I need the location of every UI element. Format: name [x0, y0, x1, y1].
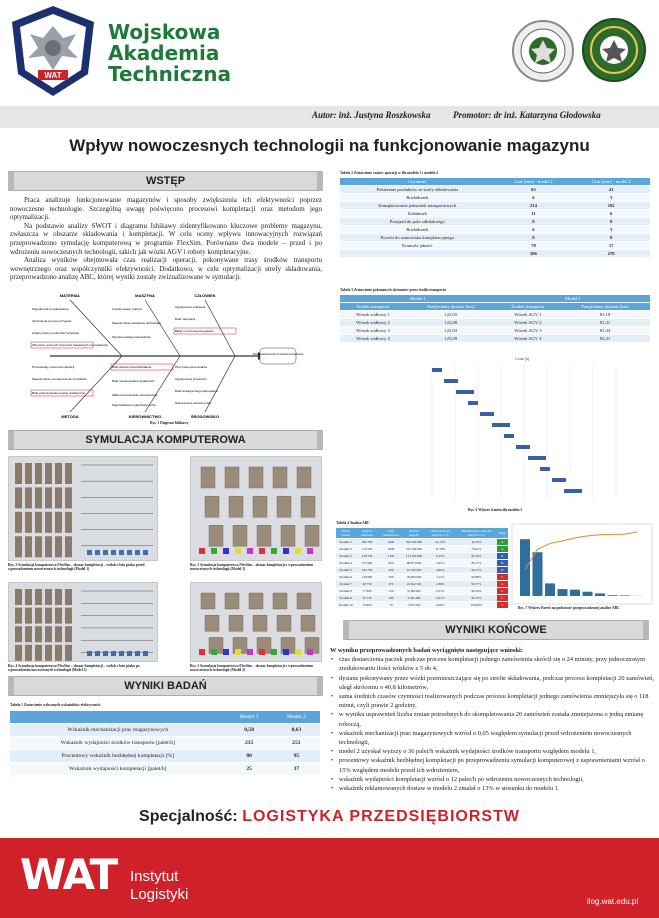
table-cell: 70: [379, 602, 404, 609]
table-cell: [340, 250, 495, 258]
table-cell: C: [497, 574, 508, 581]
table-header-cell: Środek transportu: [340, 303, 406, 311]
table3-caption: Tabela 3 Zestawienie pokonanych dystansów przez środki transportu: [340, 288, 446, 292]
table-cell: Kompletowanie jednostek transportowych: [340, 202, 495, 210]
table-row: [336, 546, 508, 553]
ishikawa-cause: Niejednorodne opakowania: [32, 307, 69, 311]
table-cell: Produkt 7: [336, 581, 355, 588]
pareto-bar: [533, 552, 543, 596]
table-cell: Produkt 3: [336, 553, 355, 560]
table-cell: 122,08: [406, 319, 496, 327]
table-cell: Wskaźnik wydajności środków transportu [palet/h]: [10, 737, 226, 750]
table-cell: 41,23%: [425, 539, 457, 546]
table-group-header: Model 1: [340, 295, 496, 303]
table-cell: 176 250: [355, 546, 378, 553]
table-row: [340, 242, 650, 250]
gantt-caption: Rys. 6 Wykres Gantta dla modelu 2: [468, 508, 523, 512]
simulation-caption-3: Rys. 4 Symulacja komputerowa FlexSim – obszar kompletacji – widok z lotu ptaka po wprowadzeniu nowoczesnych technologii (Model 2): [8, 664, 140, 672]
table-cell: 1200: [379, 553, 404, 560]
table-cell: C: [497, 602, 508, 609]
table-cell: 3,11%: [425, 574, 457, 581]
table2-container: [340, 178, 650, 258]
table-cell: 82,31: [560, 335, 650, 343]
table-cell: C: [497, 581, 508, 588]
table-cell: 3: [572, 226, 650, 234]
pareto-bar: [520, 539, 530, 596]
ishikawa-category: ŚRODOWISKO: [190, 414, 220, 419]
footer-institute-line2: Logistyki: [130, 886, 189, 903]
table-cell: Załadunek: [340, 210, 495, 218]
author-text: Autor: inż. Justyna Roszkowska: [312, 110, 431, 120]
efficiency-table: [10, 711, 320, 776]
list-item: • wskaźnik reklamowanych dostaw w modelu 2 zmalał o 13% w stosunku do modelu 1.: [330, 784, 654, 793]
table-cell: 6 432 480: [403, 595, 424, 602]
table-cell: 214: [495, 202, 573, 210]
simulation-image-model1-top: [8, 456, 158, 561]
table-cell: 95,77%: [456, 581, 497, 588]
pareto-bar: [558, 589, 568, 596]
table-header-cell: Nazwa towaru: [336, 528, 355, 539]
table-cell: 35 736: [355, 595, 378, 602]
pareto-bar: [608, 595, 618, 596]
table-cell: 41,23%: [456, 539, 497, 546]
university-name-line1: Wojskowa: [108, 20, 221, 44]
table-cell: 82,16%: [456, 553, 497, 560]
table-cell: 392 700: [355, 539, 378, 546]
table-row: [336, 595, 508, 602]
table-header-cell: Klasa: [497, 528, 508, 539]
table-cell: 8: [572, 218, 650, 226]
table-header-cell: Środek transportu: [496, 303, 560, 311]
table-cell: 278: [572, 250, 650, 258]
table-cell: 96,34%: [456, 588, 497, 595]
table-cell: 6: [495, 226, 573, 234]
table-cell: 6: [572, 210, 650, 218]
table-cell: 600: [379, 560, 404, 567]
table-cell: 1000: [379, 539, 404, 546]
table-cell: Powrót do stanowiska kompletacyjnego: [340, 234, 495, 242]
table-header-cell: Cena jednostkowa: [379, 528, 404, 539]
table-header-cell: Czas [min] - model 2: [572, 178, 650, 186]
simulation-caption-1: Rys. 2 Symulacja komputerowa FlexSim – obszar kompletacji – widok z lotu ptaka przed wprowadzeniem nowoczesnych technologii (Model 1): [8, 563, 145, 571]
table-cell: 81,33: [560, 327, 650, 335]
intro-paragraph: Analiza wyników obejmowała czas realizacji operacji, pokonywane trasy środków transportu wewnętrznego oraz współczynniki efektywności. Dodatkowo, w celu optymalizacji strefy składowania, przeprowadzono analizę ABC, której wyniki zostały zwizualizowane w symulacji.: [10, 256, 322, 282]
ishikawa-cause: Ograniczone szkolenia: [175, 305, 206, 309]
table-cell: Procentowy wskaźnik bezbłędnej kompletacji [%]: [10, 750, 226, 763]
table-cell: B: [497, 553, 508, 560]
table-cell: 300: [379, 574, 404, 581]
table2-caption: Tabela 2 Zestawienie czasów operacji w dla modelu 1 i modelu 2: [340, 171, 439, 175]
table-row: [336, 553, 508, 560]
section-header-research: WYNIKI BADAŃ: [8, 676, 323, 696]
list-item: • model 2 uzyskał wyższy o 36 palet/h wskaźnik wydajności środków transportu względem modelu 1,: [330, 747, 654, 756]
table-cell: 88 875 000: [403, 560, 424, 567]
table-cell: 500: [379, 567, 404, 574]
table-cell: 90,77%: [456, 567, 497, 574]
list-item: • wskaźnik wydajności kompletacji wzrósł o 12 palet/h po wdrożeniu nowoczesnych technologii,: [330, 775, 654, 784]
table-cell: Produkt 2: [336, 546, 355, 553]
gantt-chart: [420, 352, 625, 504]
ishikawa-cause: Przestarzały proces kompletacji: [32, 365, 75, 369]
table-cell: 120: [379, 588, 404, 595]
table-cell: 31,78%: [425, 546, 457, 553]
table-cell: 182 700: [355, 567, 378, 574]
table-cell: B: [497, 560, 508, 567]
table-cell: Wózek widłowy 1: [340, 311, 406, 319]
ishikawa-cause: Brak planów przeciwdziałania: [112, 365, 152, 369]
ishikawa-cause: Słabe kontrolowanie kierownictwa: [112, 393, 158, 397]
table-cell: C: [497, 595, 508, 602]
pareto-caption: Rys. 7 Wykres Pareto na podstawie przeprowadzonej analizy ABC: [518, 606, 620, 610]
simulation-caption-4: Rys. 5 Symulacja komputerowa FlexSim – obszar kompletacji z wprowadzeniem nowoczesnych technologii (Model 2): [190, 664, 314, 672]
table-cell: 270: [379, 581, 404, 588]
table-row: [340, 335, 650, 343]
table-cell: 41: [572, 186, 650, 194]
table-cell: 81,19: [560, 311, 650, 319]
gantt-bar: [528, 456, 546, 460]
table-row: [336, 539, 508, 546]
table-row: [340, 234, 650, 242]
table-cell: 128 750: [355, 553, 378, 560]
table-row: [336, 567, 508, 574]
table-cell: Produkt 9: [336, 595, 355, 602]
table-cell: Wskaźnik mechanizacji prac magazynowych: [10, 724, 226, 737]
header-logo-area: [0, 0, 332, 103]
table-cell: 9,15%: [425, 553, 457, 560]
table-row: [336, 581, 508, 588]
table-cell: 215: [226, 737, 273, 750]
ishikawa-cause: Wysoka rotacja pracowników: [112, 335, 151, 339]
table-cell: C: [497, 588, 508, 595]
ishikawa-cause: Zmiany ilości w pobrania zamówień: [32, 331, 80, 335]
gantt-bar: [540, 467, 550, 471]
faculty-seal-icon: [512, 20, 574, 82]
section-header-intro: WSTĘP: [8, 171, 323, 191]
gantt-bar: [552, 478, 566, 482]
ishikawa-cause: Błędy w procesie kompletacji: [175, 329, 214, 333]
ishikawa-cause: Nieoptymalne ustawienie technologii: [112, 321, 161, 325]
table-cell: 3: [572, 194, 650, 202]
ishikawa-cause: Nieprawidłowa organizacja ruchu: [112, 403, 157, 407]
ishikawa-caption: Rys. 1 Diagram Ishikawy: [150, 421, 189, 425]
distance-table: [340, 295, 650, 343]
table-cell: 1,89%: [425, 581, 457, 588]
table-header-cell: [10, 711, 226, 724]
table-cell: 81,31: [560, 319, 650, 327]
table-cell: Produkt 8: [336, 588, 355, 595]
final-results-list: [330, 655, 654, 793]
table3-container: [340, 295, 650, 343]
ishikawa-cause: Niekorzystne warunki pracy: [175, 401, 212, 405]
specialty-value: LOGISTYKA PRZEDSIĘBIORSTW: [242, 808, 520, 825]
table-header-cell: Czynność: [340, 178, 495, 186]
final-intro: W wyniku przeprowadzonych badań wyciągnięto następujące wnioski:: [330, 647, 523, 654]
ishikawa-cause: Brak strategicznego planowania: [175, 389, 218, 393]
table-row: [336, 574, 508, 581]
table-cell: 100,00%: [456, 602, 497, 609]
wat-shield-logo: [8, 4, 98, 98]
table-cell: 91 350 000: [403, 567, 424, 574]
table-cell: B: [497, 567, 508, 574]
pareto-bar: [595, 593, 605, 596]
table-cell: 122,03: [406, 327, 496, 335]
table-row: [340, 226, 650, 234]
table-cell: Wózek widłowy 2: [340, 319, 406, 327]
simulation-image-model2-top: [8, 582, 158, 662]
poster-title: Wpływ nowoczesnych technologii na funkcjonowanie magazynu: [69, 136, 590, 155]
table-cell: 93,88%: [456, 574, 497, 581]
ishikawa-cause: Zbyt intensywna analiza: [175, 365, 208, 369]
table-row: [336, 560, 508, 567]
table-cell: 86,17%: [456, 560, 497, 567]
gantt-bar: [492, 423, 510, 427]
list-item: • wskaźnik mechanizacji prac magazynowych wzrósł o 0,05 względem symulacji przed wdrożeniem nowoczesnych technologii,: [330, 729, 654, 747]
table-cell: Wózek widłowy 4: [340, 335, 406, 343]
table-row: [336, 588, 508, 595]
ishikawa-cause: Brak wykorzystania metody analitycznej: [32, 391, 86, 395]
footer-institute-line1: Instytut: [130, 868, 179, 885]
table-cell: 251: [273, 737, 320, 750]
table-row: [340, 250, 650, 258]
table-cell: 8: [495, 234, 573, 242]
ishikawa-category: MASZYNA: [135, 293, 155, 298]
footer-institute: [130, 868, 188, 904]
table-cell: Produkt 5: [336, 567, 355, 574]
ishikawa-category: CZŁOWIEK: [194, 293, 216, 298]
section-header-final: WYNIKI KOŃCOWE: [343, 620, 649, 640]
table-cell: 192: [572, 202, 650, 210]
table-cell: 0,09%: [425, 602, 457, 609]
table-cell: Wózek widłowy 3: [340, 327, 406, 335]
table-header-cell: Przejechany dystans [km]: [560, 303, 650, 311]
table-cell: 4,60%: [425, 567, 457, 574]
table-header-cell: Czas [min] - model 1: [495, 178, 573, 186]
table-cell: Kontrola jakości: [340, 242, 495, 250]
table-cell: Przejazd do pola odkładczego: [340, 218, 495, 226]
table-header-cell: Model 2: [273, 711, 320, 724]
table-row: [336, 602, 508, 609]
table-cell: 37: [273, 763, 320, 776]
simulation-image-model2-3d: [190, 582, 322, 662]
table-header-cell: Udział wartości zużycia w %: [425, 528, 457, 539]
ishikawa-cause: Brak monitorowania wydajności: [112, 379, 155, 383]
table-row: [10, 724, 320, 737]
table-row: [340, 194, 650, 202]
table-cell: 392 500 000: [403, 539, 424, 546]
table-cell: 130 000: [355, 574, 378, 581]
table4-caption: Tabela 4 Analiza ABC: [336, 521, 370, 525]
table-row: [340, 210, 650, 218]
shield-text: WAT: [44, 71, 62, 80]
table-cell: 72 900: [355, 602, 378, 609]
table-cell: A: [497, 546, 508, 553]
table-cell: 123,09: [406, 335, 496, 343]
ishikawa-cause: Opóźnienia procesu przyjęcia: [32, 319, 72, 323]
table-group-header: Model 2: [496, 295, 650, 303]
table-cell: 352 500 000: [403, 546, 424, 553]
table-row: [340, 327, 650, 335]
table-cell: Wózek AGV 4: [496, 335, 560, 343]
specialty-line: [0, 808, 659, 826]
university-name: [108, 22, 231, 85]
simulation-caption-2: Rys. 3 Symulacja komputerowa FlexSim – obszar kompletacji z wprowadzeniem nowoczesnych technologii (Model 2): [190, 563, 314, 571]
specialty-label: Specjalność:: [139, 808, 238, 825]
table-header-cell: Przejechany dystans [km]: [406, 303, 496, 311]
final-results: [330, 646, 654, 793]
gantt-bar: [468, 401, 478, 405]
ishikawa-cause: Brak motywacji: [175, 317, 196, 321]
table-header-cell: Zużycie ilościowe: [355, 528, 378, 539]
table-cell: 122,05: [406, 311, 496, 319]
table-cell: Rozładunek: [340, 194, 495, 202]
table-cell: Produkt 4: [336, 560, 355, 567]
table1-container: [10, 711, 320, 776]
table-cell: 180: [379, 595, 404, 602]
institute-seal-icon: [582, 18, 646, 82]
table-cell: 0,57%: [425, 588, 457, 595]
list-item: • suma średnich czasów czynności realizowanych podczas procesu kompletacji jednego zamówienia zmniejszyła się o 118 minut, czyli prawie 2 godziny,: [330, 692, 654, 710]
intro-paragraph: Praca analizuje funkcjonowanie magazynów i sposoby zwiększenia ich efektywności poprzez nowoczesne technologie. Szczególną uwagę poświęcono procesowi kompletacji oraz metodom jego optymalizacji.: [10, 196, 322, 222]
pareto-bar: [583, 592, 593, 596]
table-row: [10, 750, 320, 763]
abc-table: [336, 528, 508, 609]
table-cell: 5 075 000: [403, 602, 424, 609]
table-cell: 0,58: [226, 724, 273, 737]
table-row: [340, 202, 650, 210]
gantt-bar: [564, 489, 582, 493]
table-cell: 73,01%: [456, 546, 497, 553]
table-cell: Produkt 6: [336, 574, 355, 581]
footer-wat-logo: WAT: [20, 850, 117, 899]
table-cell: 90 750: [355, 581, 378, 588]
simulation-image-model1-3d: [190, 456, 322, 561]
table-header-cell: Model 1: [226, 711, 273, 724]
ishikawa-cause: Zbyt dużo ręcznych czynności związanych z kompletacją: [32, 343, 108, 347]
ishikawa-category: MATERIAŁ: [59, 293, 81, 298]
table-cell: 6: [495, 194, 573, 202]
table-cell: 8: [572, 234, 650, 242]
table4-container: [336, 528, 508, 609]
table-row: [10, 763, 320, 776]
ishikawa-category: METODA: [61, 414, 79, 419]
table-cell: A: [497, 539, 508, 546]
table-header-cell: Wartość zużycia: [403, 528, 424, 539]
pareto-bar: [620, 595, 630, 596]
table-cell: 78: [495, 242, 573, 250]
table-cell: 96,75%: [456, 595, 497, 602]
table-cell: 11: [495, 210, 573, 218]
table-cell: Wózek AGV 3: [496, 327, 560, 335]
table-cell: Pobieranie produktów ze strefy składowania: [340, 186, 495, 194]
table-cell: Rozładunek: [340, 226, 495, 234]
table-row: [10, 737, 320, 750]
table-cell: 2000: [379, 546, 404, 553]
pareto-bar: [570, 590, 580, 596]
table-cell: 9 348 000: [403, 588, 424, 595]
table-row: [340, 319, 650, 327]
ishikawa-category: KIEROWNICTWO: [128, 414, 162, 419]
table-cell: 396: [495, 250, 573, 258]
gantt-bar: [432, 368, 442, 372]
table-header-cell: Skumulowany wartości zużycia w %: [456, 528, 497, 539]
table-row: [340, 186, 650, 194]
pareto-chart: [512, 524, 652, 604]
ishikawa-diagram: [30, 290, 304, 420]
list-item: • procentowy wskaźnik bezbłędnej kompletacji po przeprowadzeniu symulacji komputerowej z usprawnieniami wzrósł o 15% względem modelu przed ich wdrożeniem,: [330, 756, 654, 774]
footer-url-link[interactable]: ilog.wat.edu.pl: [587, 897, 639, 906]
table-cell: 80: [226, 750, 273, 763]
table-cell: 24 502 500: [403, 581, 424, 588]
gantt-bar: [456, 390, 474, 394]
table-cell: 65: [495, 186, 573, 194]
gantt-bar: [504, 434, 514, 438]
table-cell: Produkt 1: [336, 539, 355, 546]
table-cell: 8: [495, 218, 573, 226]
gantt-bar: [444, 379, 458, 383]
ishikawa-effect: Niska efektywność procesów kompletacji: [252, 352, 304, 356]
table-cell: Wózek AGV 2: [496, 319, 560, 327]
table1-caption: Tabela 1 Zestawienie wybranych wskaźników efektywności: [10, 703, 101, 707]
pareto-bar: [545, 583, 555, 596]
intro-text: [10, 196, 322, 282]
table-cell: 39 000 000: [403, 574, 424, 581]
list-item: • w wyniku usprawnień liczba zmian potrzebnych do skompletowania 20 zamówień została zmniejszona o jedną zmianę roboczą,: [330, 710, 654, 728]
university-name-line2: Akademia: [108, 41, 220, 65]
table-cell: Produkt 10: [336, 602, 355, 609]
table-cell: 95: [273, 750, 320, 763]
table-cell: 25: [226, 763, 273, 776]
list-item: • dystans pokonywany przez wózki przemieszczające się po strefie składowania, podczas procesu kompletacji 20 zamówień, uległ skróceniu o 40,8 kilometrów,: [330, 674, 654, 692]
table-row: [340, 311, 650, 319]
promotor-text: Promotor: dr inż. Katarzyna Głodowska: [453, 110, 601, 120]
operation-times-table: [340, 178, 650, 258]
section-header-simulation: SYMULACJA KOMPUTEROWA: [8, 430, 323, 450]
ishikawa-cause: Ograniczona przestrzeń: [175, 377, 207, 381]
list-item: • czas dostarczenia paczek podczas procesu kompletacji jednego zamówienia skrócił się o 24 minuty, przy jednoczesnym zredukowaniu ilości wózków z 5 do 4,: [330, 655, 654, 673]
table-cell: 77 900: [355, 588, 378, 595]
ishikawa-cause: Częste awarie maszyn: [112, 307, 143, 311]
gantt-bar: [516, 445, 530, 449]
table-cell: Wózek AGV 1: [496, 311, 560, 319]
ishikawa-cause: Nieoptymalne rozmieszczenie produktów: [32, 377, 87, 381]
gantt-bar: [480, 412, 494, 416]
table-cell: 17: [572, 242, 650, 250]
table-cell: 0,41%: [425, 595, 457, 602]
table-cell: 154 500 000: [403, 553, 424, 560]
university-name-line3: Techniczna: [108, 62, 231, 86]
table-row: [340, 218, 650, 226]
gantt-title: Czas [s]: [514, 356, 530, 361]
table-cell: 5,01%: [425, 560, 457, 567]
table-cell: 117 900: [355, 560, 378, 567]
table-cell: Wskaźnik wydajności kompletacji [palet/h]: [10, 763, 226, 776]
intro-paragraph: Na podstawie analizy SWOT i diagramu Ishikawy zidentyfikowano kluczowe problemy magazynu, zwłaszcza w obszarze składowania i kompletacji. W celu oceny wpływu innowacyjnych rozwiązań przeprowadzono symulację komputerową w programie FlexSim. Porównano dwa modele – przed i po wdrożeniu nowoczesnych technologii, takich jak wózki AGV i roboty kompletacyjne.: [10, 221, 322, 256]
table-cell: 0,63: [273, 724, 320, 737]
